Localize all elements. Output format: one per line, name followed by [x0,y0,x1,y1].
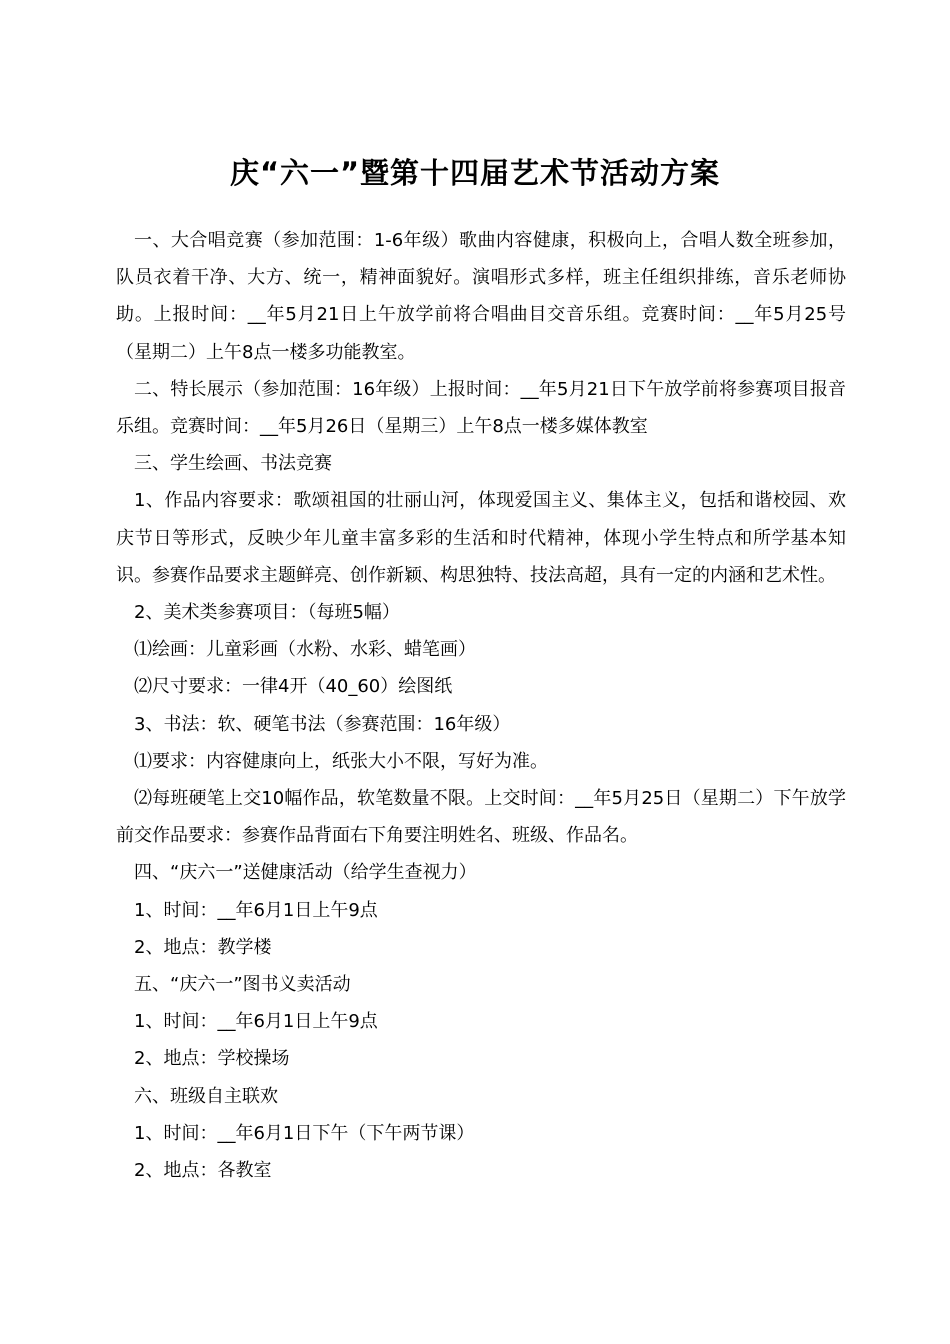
class-party-location: 2、地点：各教室 [134,1160,272,1182]
section-book-sale-heading: 五、“庆六一”图书义卖活动 [134,974,351,996]
section-class-party-heading: 六、班级自主联欢 [134,1085,278,1107]
section-health-activity-heading: 四、“庆六一”送健康活动（给学生查视力） [134,862,477,884]
calligraphy-submission: ⑵每班硬笔上交10幅作品，软笔数量不限。上交时间：__年5月25日（星期二）下午放学前交作品要求：参赛作品背面右下角要注明姓名、班级、作品名。 [116,788,846,847]
section-chorus-competition: 一、大合唱竞赛（参加范围：1-6年级）歌曲内容健康，积极向上，合唱人数全班参加，队员衣着干净、大方、统一，精神面貌好。演唱形式多样，班主任组织排练，音乐老师协助。上报时间：__年5月21日上午放学前将合唱曲目交音乐组。竞赛时间：__年5月25号（星期二）上午8点一楼多功能教室。 [116,230,846,363]
art-entry-items: 2、美术类参赛项目：（每班5幅） [134,602,400,624]
calligraphy-heading: 3、书法：软、硬笔书法（参赛范围：16年级） [134,713,511,735]
book-sale-location: 2、地点：学校操场 [134,1048,290,1070]
book-sale-time: 1、时间：__年6月1日上午9点 [134,1011,378,1033]
painting-content-requirements: 1、作品内容要求：歌颂祖国的壮丽山河，体现爱国主义、集体主义，包括和谐校园、欢庆节日等形式，反映少年儿童丰富多彩的生活和时代精神，体现小学生特点和所学基本知识。参赛作品要求主题鲜亮、创作新颖、构思独特、技法高超，具有一定的内涵和艺术性。 [116,490,846,586]
document-body [116,222,846,1189]
page-title: 庆“六一”暨第十四届艺术节活动方案 [229,156,721,191]
section-painting-calligraphy-heading: 三、学生绘画、书法竞赛 [134,453,332,475]
art-size-requirement: ⑵尺寸要求：一律4开（40_60）绘图纸 [134,676,453,698]
health-activity-location: 2、地点：教学楼 [134,936,272,958]
section-talent-show: 二、特长展示（参加范围：16年级）上报时间：__年5月21日下午放学前将参赛项目报音乐组。竞赛时间：__年5月26日（星期三）上午8点一楼多媒体教室 [116,378,846,438]
class-party-time: 1、时间：__年6月1日下午（下午两节课） [134,1122,475,1144]
health-activity-time: 1、时间：__年6月1日上午9点 [134,899,378,921]
calligraphy-requirement: ⑴要求：内容健康向上，纸张大小不限，写好为准。 [134,750,548,772]
art-painting-type: ⑴绘画：儿童彩画（水粉、水彩、蜡笔画） [134,639,476,661]
